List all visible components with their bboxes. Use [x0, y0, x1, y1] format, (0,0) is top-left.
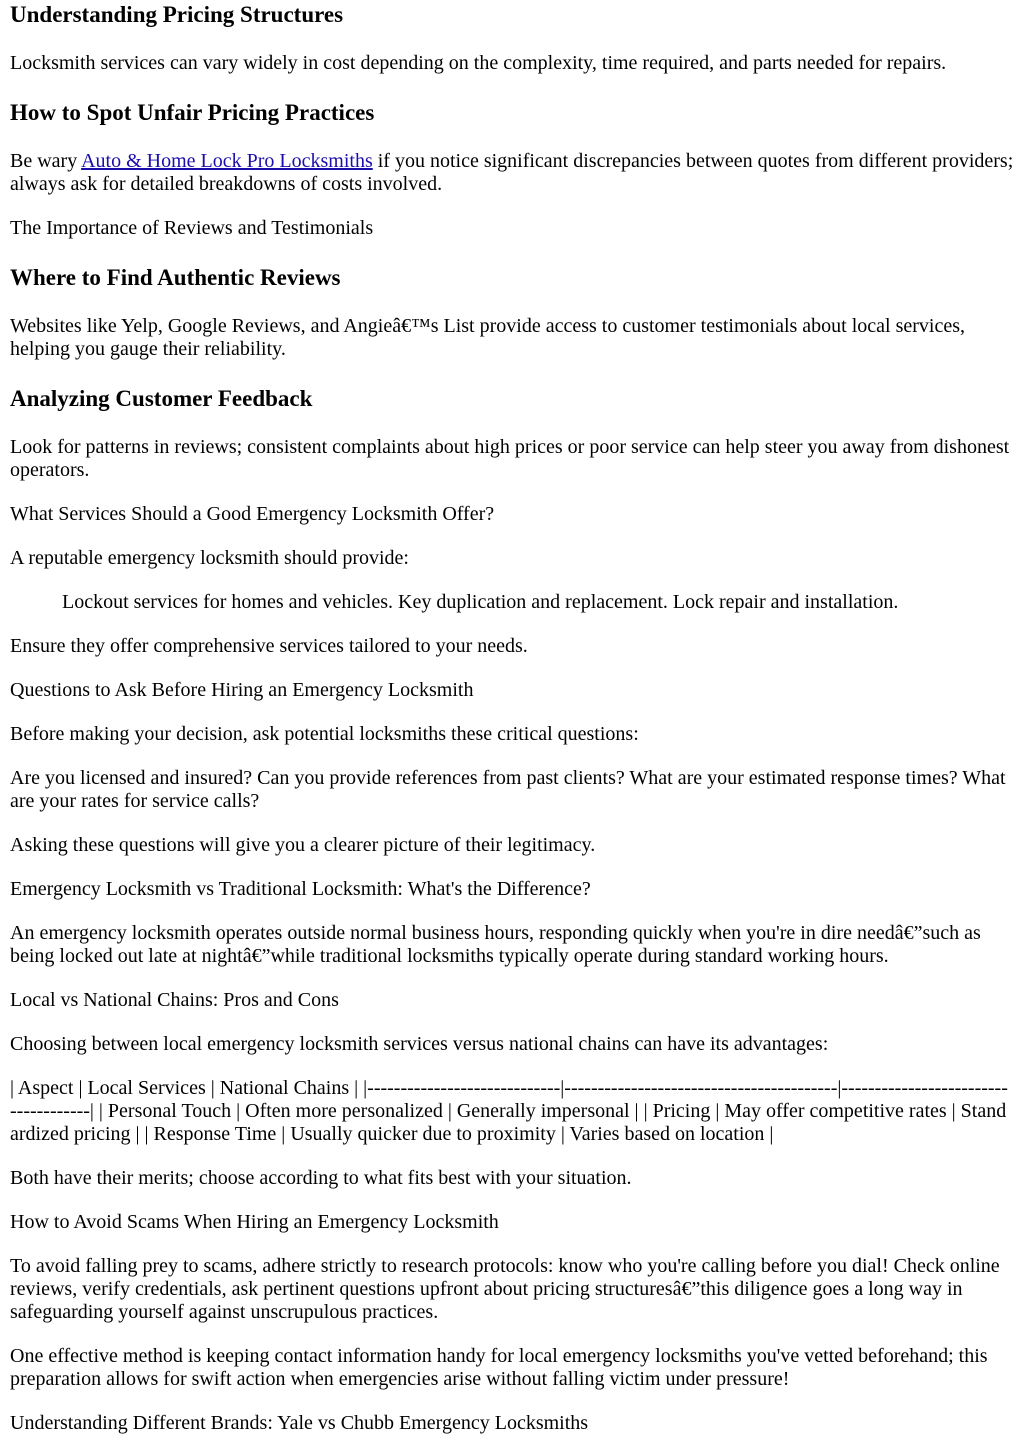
article-body [0, 2, 1024, 1435]
paragraph-unfair-pricing [10, 150, 1014, 196]
heading-authentic-reviews: Where to Find Authentic Reviews [10, 265, 341, 290]
paragraph-contact: One effective method is keeping contact information handy for local emergency locksmiths you've vetted beforehand; this preparation allows for swift action when emergencies arise without falling victim under pressure! [10, 1345, 988, 1390]
paragraph-scams-body: To avoid falling prey to scams, adhere strictly to research protocols: know who you're calling before you dial! Check online reviews, verify credentials, ask pertinent questions upfront about pricing structuresâ€”this diligence goes a long way in safeguarding yourself against unscrupulous practices. [10, 1255, 1000, 1323]
locksmith-link[interactable]: Auto & Home Lock Pro Locksmiths [81, 150, 373, 172]
paragraph-services-intro: A reputable emergency locksmith should provide: [10, 547, 409, 569]
paragraph-pricing: Locksmith services can vary widely in cost depending on the complexity, time required, and parts needed for repairs. [10, 52, 947, 74]
paragraph-chains-outro: Both have their merits; choose according to what fits best with your situation. [10, 1167, 632, 1189]
questions-list: Are you licensed and insured? Can you provide references from past clients? What are your estimated response times? What are your rates for service calls? [10, 767, 1006, 812]
paragraph-customer-feedback: Look for patterns in reviews; consistent complaints about high prices or poor service can help steer you away from dishonest operators. [10, 436, 1010, 481]
paragraph-brands-title: Understanding Different Brands: Yale vs Chubb Emergency Locksmiths [10, 1412, 589, 1434]
comparison-table-text: | Aspect | Local Services | National Chains | |-----------------------------|-----------------------------------------|-------------------------------------| | Personal Touch | Often more personalized | Generally impersonal | | Pricing | May offer competitive rates | Standardized pricing | | Response Time | Usually quicker due to proximity | Varies based on location | [10, 1077, 1008, 1145]
heading-customer-feedback: Analyzing Customer Feedback [10, 386, 313, 411]
paragraph-questions-title: Questions to Ask Before Hiring an Emergency Locksmith [10, 679, 474, 701]
services-list: Lockout services for homes and vehicles. Key duplication and replacement. Lock repair and installation. [62, 591, 899, 613]
paragraph-services-title: What Services Should a Good Emergency Locksmith Offer? [10, 503, 495, 525]
paragraph-services-outro: Ensure they offer comprehensive services tailored to your needs. [10, 635, 528, 657]
paragraph-questions-intro: Before making your decision, ask potential locksmiths these critical questions: [10, 723, 639, 745]
unfair-text-after: if you notice significant discrepancies between quotes from different providers; always ask for detailed breakdowns of costs involved. [10, 150, 1014, 195]
paragraph-chains-title: Local vs National Chains: Pros and Cons [10, 989, 339, 1011]
paragraph-questions-outro: Asking these questions will give you a clearer picture of their legitimacy. [10, 834, 596, 856]
paragraph-vs-body: An emergency locksmith operates outside normal business hours, responding quickly when you're in dire needâ€”such as being locked out late at nightâ€”while traditional locksmiths typically operate during standard working hours. [10, 922, 981, 967]
paragraph-chains-intro: Choosing between local emergency locksmith services versus national chains can have its advantages: [10, 1033, 829, 1055]
heading-unfair-pricing: How to Spot Unfair Pricing Practices [10, 100, 375, 125]
heading-pricing-structures: Understanding Pricing Structures [10, 2, 344, 27]
paragraph-reviews-title: The Importance of Reviews and Testimonials [10, 217, 374, 239]
unfair-text-before: Be wary [10, 150, 82, 172]
paragraph-scams-title: How to Avoid Scams When Hiring an Emergency Locksmith [10, 1211, 499, 1233]
paragraph-vs-title: Emergency Locksmith vs Traditional Locksmith: What's the Difference? [10, 878, 591, 900]
paragraph-authentic-reviews: Websites like Yelp, Google Reviews, and Angieâ€™s List provide access to customer testimonials about local services, helping you gauge their reliability. [10, 315, 966, 360]
